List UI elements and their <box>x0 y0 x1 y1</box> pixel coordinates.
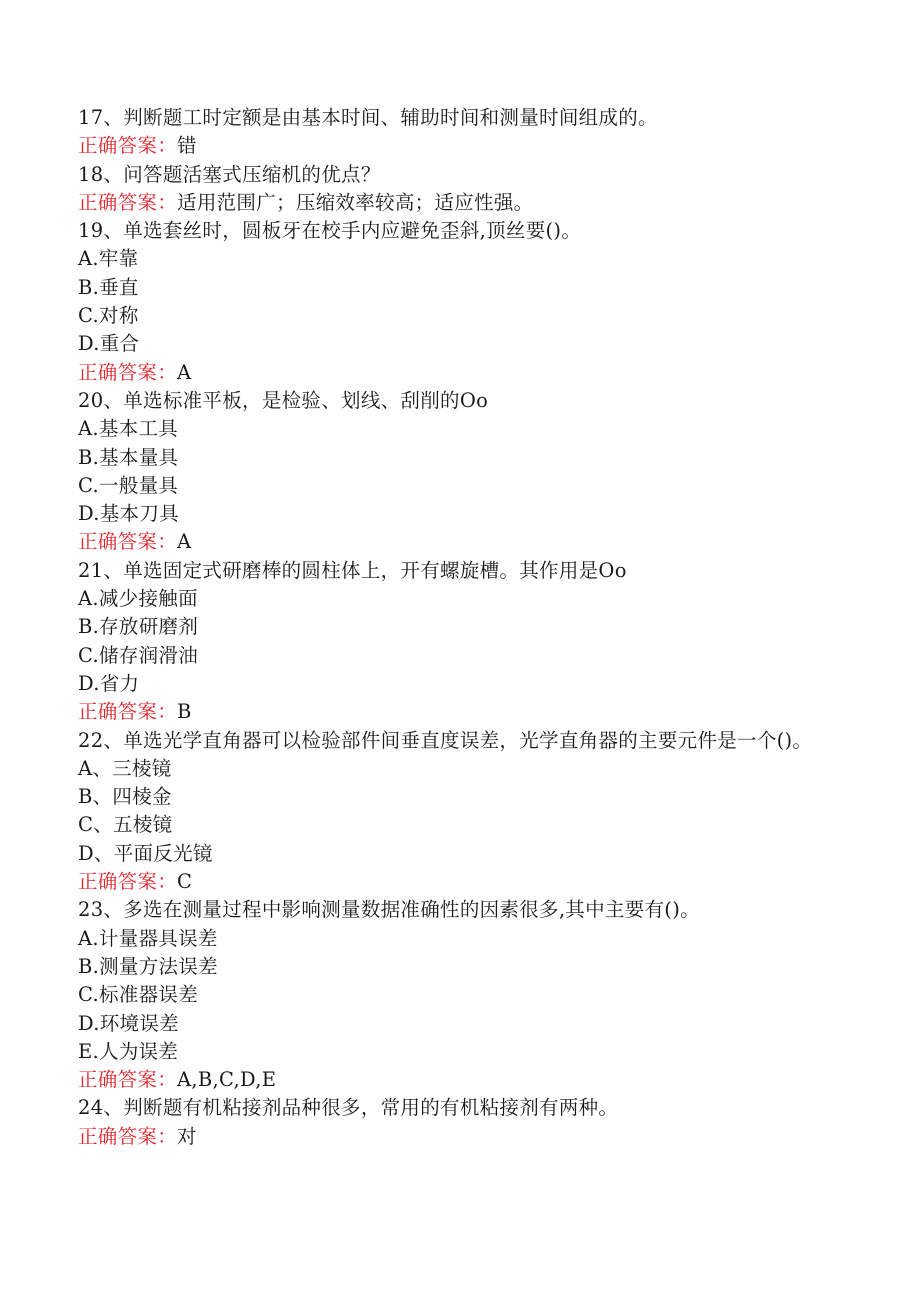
answer-value: 适用范围广；压缩效率较高；适应性强。 <box>177 190 534 214</box>
option-d: D.省力 <box>78 671 140 695</box>
question-stem: 23、多选在测量过程中影响测量数据准确性的因素很多,其中主要有()。 <box>78 898 700 922</box>
question-18 <box>78 161 848 218</box>
question-list <box>78 104 848 1151</box>
question-22 <box>78 727 848 897</box>
option-d: D.环境误差 <box>78 1011 179 1035</box>
option-c: C.储存润滑油 <box>78 643 199 667</box>
answer-value: C <box>177 870 193 894</box>
option-e: E.人为误差 <box>78 1039 179 1063</box>
option-c: C.标准器误差 <box>78 983 199 1007</box>
answer-value: B <box>177 700 192 724</box>
option-d: D.基本刀具 <box>78 502 179 526</box>
answer-line <box>78 132 848 160</box>
question-stem: 20、单选标准平板，是检验、划线、刮削的Oo <box>78 388 489 412</box>
question-stem: 24、判断题有机粘接剂品种很多，常用的有机粘接剂有两种。 <box>78 1096 619 1120</box>
answer-line <box>78 1123 848 1151</box>
answer-label: 正确答案： <box>78 700 178 724</box>
question-20 <box>78 387 848 557</box>
question-stem: 18、问答题活塞式压缩机的优点？ <box>78 162 381 186</box>
option-b: B.测量方法误差 <box>78 954 218 978</box>
question-23 <box>78 896 848 1094</box>
question-stem: 19、单选套丝时，圆板牙在校手内应避免歪斜,顶丝要()。 <box>78 219 582 243</box>
option-d: D.重合 <box>78 332 140 356</box>
question-17 <box>78 104 848 161</box>
option-a: A.计量器具误差 <box>78 926 218 950</box>
answer-value: 对 <box>177 1124 197 1148</box>
answer-label: 正确答案： <box>78 870 178 894</box>
answer-value: A <box>177 530 192 554</box>
question-stem: 22、单选光学直角器可以检验部件间垂直度误差，光学直角器的主要元件是一个()。 <box>78 728 813 752</box>
answer-label: 正确答案： <box>78 1068 178 1092</box>
option-a: A.牢靠 <box>78 247 139 271</box>
answer-value: A,B,C,D,E <box>177 1068 277 1092</box>
answer-line <box>78 698 848 726</box>
option-b: B.垂直 <box>78 275 139 299</box>
question-stem: 17、判断题工时定额是由基本时间、辅助时间和测量时间组成的。 <box>78 106 658 129</box>
answer-label: 正确答案： <box>78 134 178 158</box>
option-a: A、三棱镜 <box>78 756 172 780</box>
answer-line <box>78 868 848 896</box>
answer-label: 正确答案： <box>78 1124 178 1148</box>
answer-label: 正确答案： <box>78 360 178 384</box>
answer-line <box>78 189 848 217</box>
answer-label: 正确答案： <box>78 190 178 214</box>
answer-value: 错 <box>177 134 197 158</box>
option-b: B.存放研磨剂 <box>78 615 199 639</box>
answer-line <box>78 359 848 387</box>
answer-line <box>78 528 848 556</box>
option-b: B、四棱金 <box>78 785 172 809</box>
question-stem: 21、单选固定式研磨棒的圆柱体上，开有螺旋槽。其作用是Oo <box>78 558 627 582</box>
question-19 <box>78 217 848 387</box>
question-24 <box>78 1094 848 1151</box>
option-c: C.对称 <box>78 304 139 328</box>
answer-value: A <box>177 360 192 384</box>
option-d: D、平面反光镜 <box>78 841 213 865</box>
answer-line <box>78 1066 848 1094</box>
question-21 <box>78 557 848 727</box>
option-a: A.基本工具 <box>78 417 179 441</box>
option-c: C、五棱镜 <box>78 813 173 837</box>
answer-label: 正确答案： <box>78 530 178 554</box>
option-a: A.减少接触面 <box>78 587 198 611</box>
option-c: C.一般量具 <box>78 473 179 497</box>
option-b: B.基本量具 <box>78 445 179 469</box>
